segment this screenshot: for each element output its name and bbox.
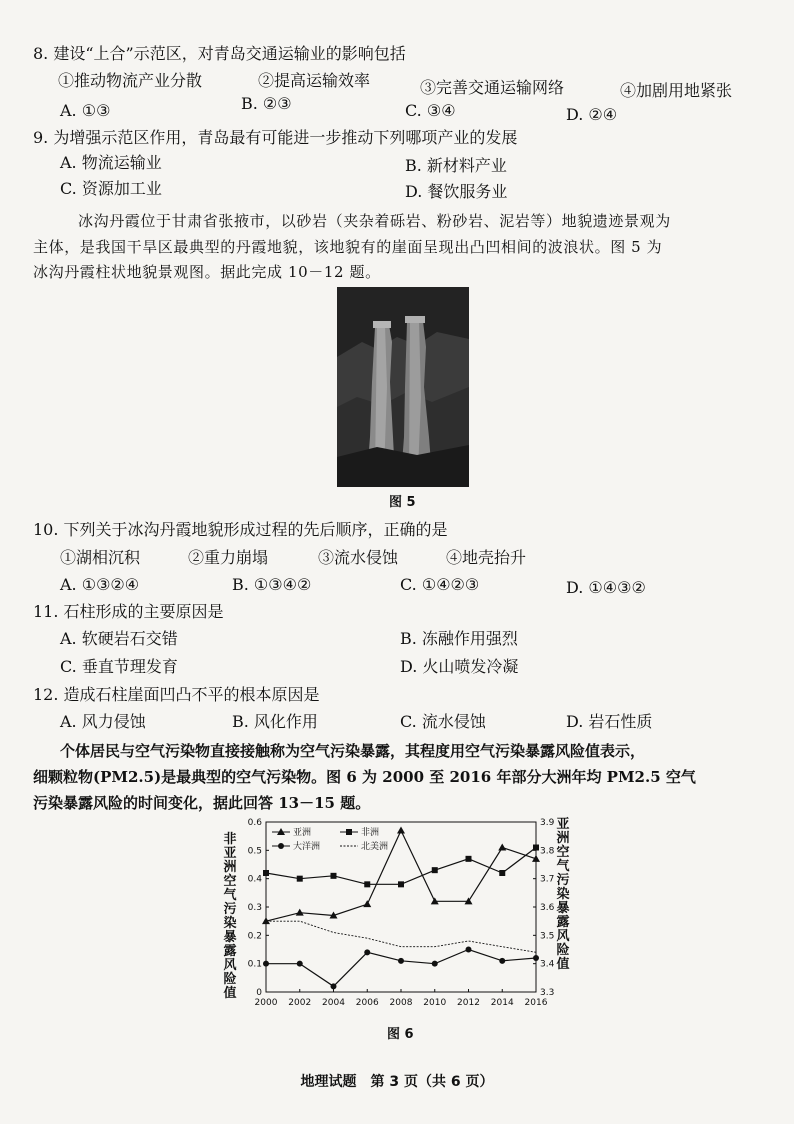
passage1-line-2: 主体，是我国干旱区最典型的丹霞地貌，该地貌有的崖面呈现出凸凹相间的波浪状。图 5 为 — [33, 238, 663, 256]
left-tick-label: 0 — [256, 988, 262, 998]
q8-stem: 8. 建设“上合”示范区，对青岛交通运输业的影响包括 — [33, 44, 406, 63]
q8-item-2: ②提高运输效率 — [258, 71, 371, 90]
data-point-大洋洲 — [432, 961, 438, 967]
right-tick-label: 3.8 — [540, 846, 555, 857]
data-point-非洲 — [297, 876, 303, 882]
q12-option-a: A. 风力侵蚀 — [60, 712, 146, 731]
data-point-亚洲 — [363, 900, 371, 907]
q9-option-b: B. 新材料产业 — [405, 156, 507, 175]
figure6-caption: 图 6 — [387, 1027, 414, 1042]
q10-option-b: B. ①③④② — [232, 575, 312, 594]
x-tick-label: 2006 — [355, 998, 379, 1008]
right-axis-title: 亚洲空气污染暴露风险值 — [556, 817, 570, 972]
q10-item-4: ④地壳抬升 — [446, 548, 527, 567]
legend-label: 非洲 — [361, 828, 380, 838]
data-point-非洲 — [398, 881, 404, 887]
left-tick-label: 0.3 — [247, 903, 262, 913]
q9-stem: 9. 为增强示范区作用，青岛最有可能进一步推动下列哪项产业的发展 — [33, 128, 518, 147]
q10-item-2: ②重力崩塌 — [188, 548, 269, 567]
q10-item-1: ①湖相沉积 — [60, 548, 141, 567]
series-line-非洲 — [266, 848, 536, 885]
right-tick-label: 3.5 — [540, 931, 555, 942]
q10-stem: 10. 下列关于冰沟丹霞地貌形成过程的先后顺序，正确的是 — [33, 520, 448, 539]
pillar-landscape-illustration — [337, 287, 469, 487]
q11-option-d: D. 火山喷发冷凝 — [400, 657, 519, 676]
data-point-亚洲 — [498, 844, 506, 851]
x-tick-label: 2014 — [490, 998, 514, 1008]
legend-marker — [278, 843, 284, 849]
q8-item-4: ④加剧用地紧张 — [620, 81, 733, 100]
q11-option-a: A. 软硬岩石交错 — [60, 629, 178, 648]
q8-item-1: ①推动物流产业分散 — [58, 71, 203, 90]
data-point-亚洲 — [296, 909, 304, 916]
q9-option-d: D. 餐饮服务业 — [405, 182, 508, 201]
data-point-亚洲 — [397, 827, 405, 834]
series-line-北美洲 — [266, 921, 536, 952]
danxia-pillar-photo — [337, 287, 469, 487]
left-tick-label: 0.5 — [247, 846, 262, 857]
left-tick-label: 0.6 — [247, 818, 262, 828]
q12-option-d: D. 岩石性质 — [566, 712, 653, 731]
data-point-大洋洲 — [466, 947, 472, 953]
legend-marker — [346, 829, 352, 835]
data-point-大洋洲 — [499, 958, 505, 964]
data-point-非洲 — [533, 845, 539, 851]
left-tick-label: 0.1 — [247, 959, 262, 970]
q10-option-d: D. ①④③② — [566, 578, 646, 597]
q10-option-a: A. ①③②④ — [60, 575, 140, 594]
legend-label: 亚洲 — [293, 828, 312, 838]
data-point-非洲 — [466, 856, 472, 862]
q8-option-c: C. ③④ — [405, 101, 456, 120]
x-tick-label: 2000 — [254, 998, 278, 1008]
data-point-非洲 — [432, 867, 438, 873]
right-tick-label: 3.6 — [540, 903, 555, 913]
q8-option-b: B. ②③ — [241, 94, 292, 113]
x-tick-label: 2016 — [524, 998, 548, 1008]
q11-option-c: C. 垂直节理发育 — [60, 657, 178, 676]
legend-label: 北美洲 — [361, 842, 389, 852]
q11-stem: 11. 石柱形成的主要原因是 — [33, 602, 224, 621]
q10-item-3: ③流水侵蚀 — [318, 548, 399, 567]
data-point-非洲 — [331, 873, 337, 879]
right-tick-label: 3.9 — [540, 818, 555, 828]
x-tick-label: 2010 — [423, 998, 447, 1008]
x-tick-label: 2002 — [288, 998, 312, 1008]
passage2-line-2: 细颗粒物(PM2.5)是最典型的空气污染物。图 6 为 2000 至 2016 年部分大洲年均 PM2.5 空气 — [33, 768, 696, 786]
series-line-大洋洲 — [266, 950, 536, 987]
data-point-大洋洲 — [263, 961, 269, 967]
q12-option-c: C. 流水侵蚀 — [400, 712, 486, 731]
q10-option-c: C. ①④②③ — [400, 575, 480, 594]
data-point-大洋洲 — [297, 961, 303, 967]
q8-option-a: A. ①③ — [60, 101, 111, 120]
right-tick-label: 3.4 — [540, 959, 555, 970]
left-axis-title: 非亚洲空气污染暴露风险值 — [223, 832, 237, 1001]
legend-label: 大洋洲 — [293, 842, 321, 852]
data-point-大洋洲 — [364, 949, 370, 955]
q12-stem: 12. 造成石柱崖面凹凸不平的根本原因是 — [33, 685, 320, 704]
right-tick-label: 3.3 — [540, 988, 555, 998]
data-point-大洋洲 — [331, 983, 337, 989]
left-tick-label: 0.4 — [247, 874, 262, 885]
passage2-line-1: 个体居民与空气污染物直接接触称为空气污染暴露，其程度用空气污染暴露风险值表示， — [60, 742, 646, 760]
left-tick-label: 0.2 — [247, 931, 262, 942]
passage1-line-1: 冰沟丹霞位于甘肃省张掖市，以砂岩（夹杂着砾岩、粉砂岩、泥岩等）地貌遗迹景观为 — [78, 212, 671, 230]
x-tick-label: 2004 — [322, 998, 345, 1008]
data-point-非洲 — [364, 881, 370, 887]
x-tick-label: 2008 — [389, 998, 413, 1008]
x-tick-label: 2012 — [457, 998, 480, 1008]
passage2-line-3: 污染暴露风险的时间变化，据此回答 13－15 题。 — [33, 794, 371, 812]
page-footer: 地理试题 第 3 页（共 6 页） — [300, 1074, 494, 1090]
data-point-大洋洲 — [398, 958, 404, 964]
data-point-大洋洲 — [533, 955, 539, 961]
q8-item-3: ③完善交通运输网络 — [420, 78, 565, 97]
q9-option-a: A. 物流运输业 — [60, 153, 162, 172]
figure5-caption: 图 5 — [389, 495, 416, 510]
right-tick-label: 3.7 — [540, 874, 555, 885]
q8-option-d: D. ②④ — [566, 105, 618, 124]
q12-option-b: B. 风化作用 — [232, 712, 318, 731]
q9-option-c: C. 资源加工业 — [60, 179, 162, 198]
passage1-line-3: 冰沟丹霞柱状地貌景观图。据此完成 10－12 题。 — [33, 263, 381, 281]
data-point-非洲 — [499, 870, 505, 876]
pm25-exposure-chart — [220, 812, 555, 1010]
data-point-非洲 — [263, 870, 269, 876]
q11-option-b: B. 冻融作用强烈 — [400, 629, 518, 648]
